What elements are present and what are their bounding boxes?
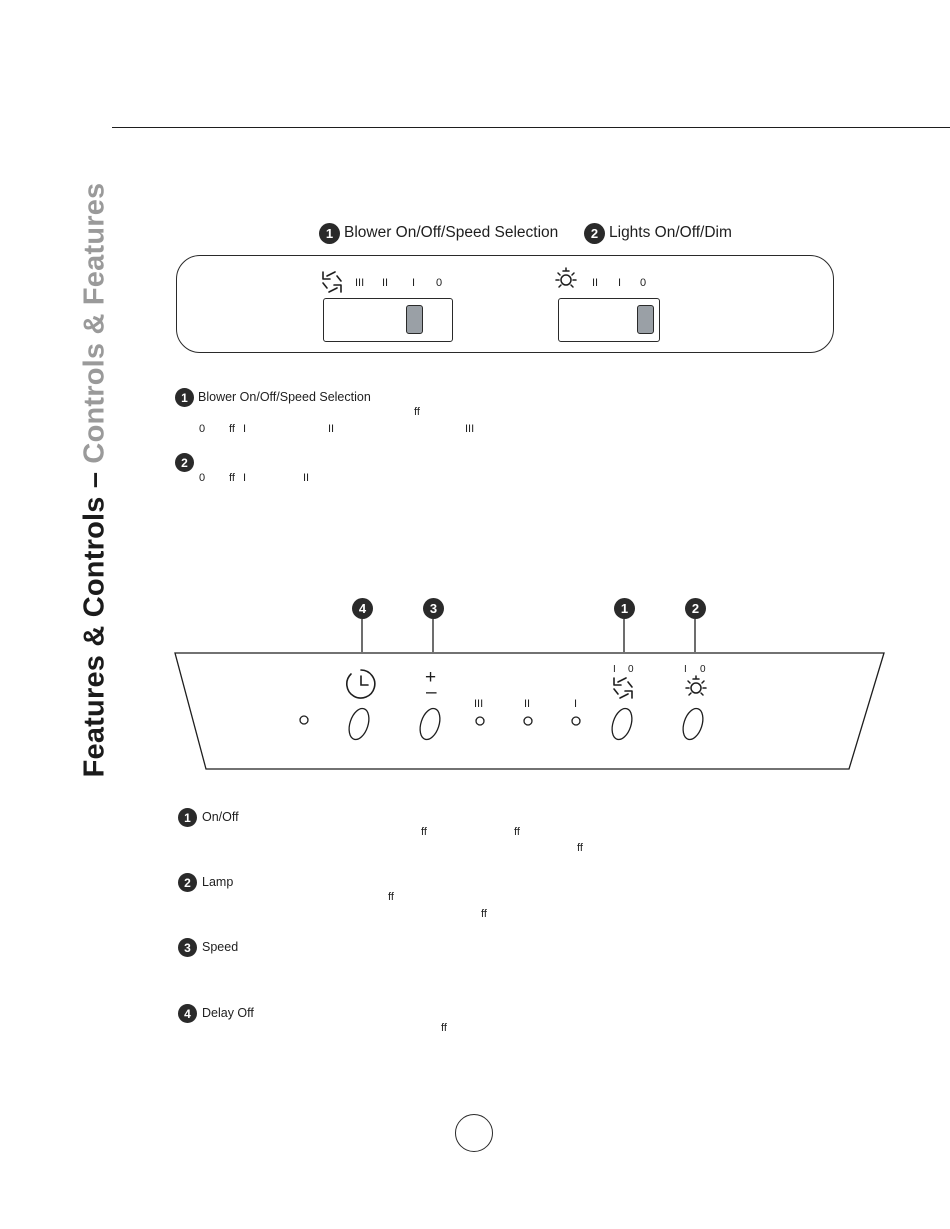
section1-frag: II xyxy=(303,472,310,484)
section1-frag: ff xyxy=(414,406,420,418)
section2-frag: ff xyxy=(441,1022,447,1034)
section2-badge-4: 4 xyxy=(178,1004,197,1023)
callout-badge-1: 1 xyxy=(319,223,340,244)
speed-mark-II: II xyxy=(524,698,531,710)
section1-frag: 0 xyxy=(199,423,206,435)
light-scale-0: 0 xyxy=(640,277,647,289)
speed-led-II xyxy=(524,717,532,725)
section2-frag: ff xyxy=(421,826,427,838)
section2-title-onoff: On/Off xyxy=(202,810,239,824)
callout-label-lights: Lights On/Off/Dim xyxy=(609,224,732,241)
light-scale-I: I xyxy=(618,277,622,289)
panel-callout-1: 1 xyxy=(614,598,635,619)
section2-badge-1: 1 xyxy=(178,808,197,827)
callout-label-blower: Blower On/Off/Speed Selection xyxy=(344,224,559,241)
light-bulb-icon xyxy=(683,674,709,700)
section2-frag: ff xyxy=(514,826,520,838)
section1-frag: 0 xyxy=(199,472,206,484)
minus-sign: – xyxy=(426,682,437,703)
speed-button[interactable] xyxy=(418,706,442,742)
section1-frag: I xyxy=(243,423,247,435)
section1-title-blower: Blower On/Off/Speed Selection xyxy=(198,390,371,404)
blower-mark-0: 0 xyxy=(628,664,634,675)
section1-frag: II xyxy=(328,423,335,435)
section1-badge-2: 2 xyxy=(175,453,194,472)
panel-callout-4: 4 xyxy=(352,598,373,619)
blower-scale-I: I xyxy=(412,277,416,289)
blower-on-off-button[interactable] xyxy=(610,706,634,742)
section2-frag: ff xyxy=(577,842,583,854)
section2-title-speed: Speed xyxy=(202,940,239,954)
speed-mark-I: I xyxy=(574,698,578,710)
section2-title-lamp: Lamp xyxy=(202,875,234,889)
blower-scale-III: III xyxy=(355,277,365,289)
section2-badge-2: 2 xyxy=(178,873,197,892)
section1-frag: III xyxy=(465,423,475,435)
delay-off-button[interactable] xyxy=(347,706,371,742)
panel-callout-2: 2 xyxy=(685,598,706,619)
light-mark-I: I xyxy=(684,664,687,675)
fan-icon xyxy=(610,676,636,700)
speed-led-III xyxy=(476,717,484,725)
lamp-button[interactable] xyxy=(681,706,705,742)
blower-mark-I: I xyxy=(613,664,616,675)
blower-scale-0: 0 xyxy=(436,277,443,289)
speed-mark-III: III xyxy=(474,698,484,710)
page-number-circle xyxy=(455,1114,493,1152)
section1-frag: ff xyxy=(229,423,235,435)
section1-badge-1: 1 xyxy=(175,388,194,407)
section2-badge-3: 3 xyxy=(178,938,197,957)
blower-scale-II: II xyxy=(382,277,389,289)
callout-badge-2: 2 xyxy=(584,223,605,244)
light-mark-0: 0 xyxy=(700,664,706,675)
section2-frag: ff xyxy=(388,891,394,903)
plus-sign: + xyxy=(425,667,437,688)
panel-callout-3: 3 xyxy=(423,598,444,619)
speed-led-I xyxy=(572,717,580,725)
section1-frag: I xyxy=(243,472,247,484)
light-scale-II: II xyxy=(592,277,599,289)
clock-icon xyxy=(345,668,377,700)
indicator-led xyxy=(300,716,308,724)
section1-frag: ff xyxy=(229,472,235,484)
side-title-part1: Features & Controls – xyxy=(78,463,111,778)
section2-title-delay-off: Delay Off xyxy=(202,1006,254,1020)
button-panel-outline xyxy=(175,653,884,769)
side-title-part2: Controls & Features xyxy=(78,182,111,464)
section2-frag: ff xyxy=(481,908,487,920)
